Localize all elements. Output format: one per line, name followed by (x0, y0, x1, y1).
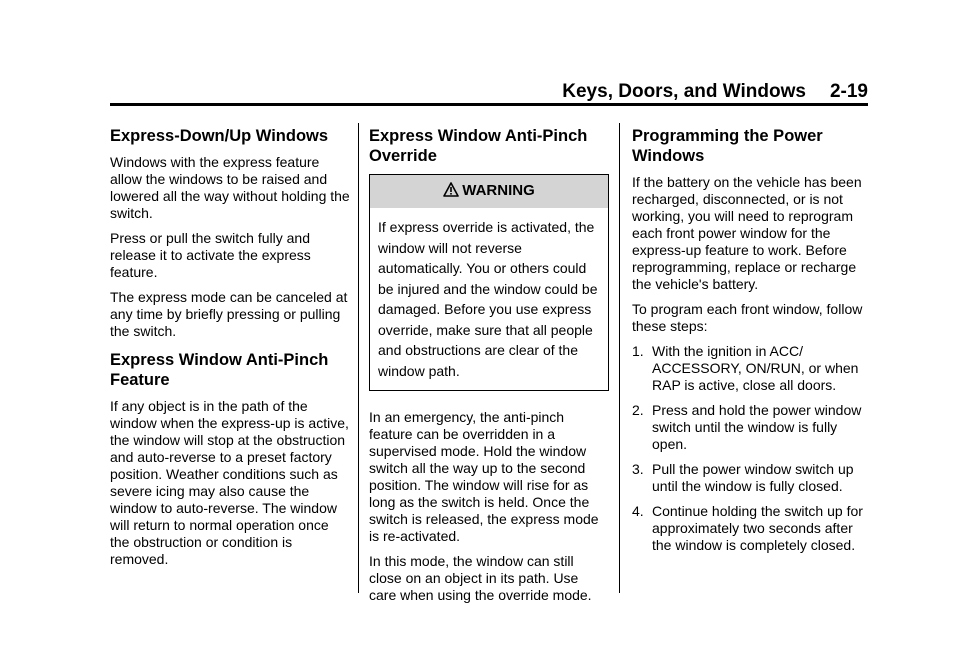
list-item (632, 402, 868, 453)
heading-anti-pinch-override: Express Window Anti-Pinch Override (369, 127, 588, 165)
paragraph: To program each front window, follow these steps: (632, 301, 863, 334)
paragraph: In an emergency, the anti-pinch feature can be overridden in a supervised mode. Hold the window switch all the way up to the second position. The window will rise for as long as the switch is held. Once the switch is released, the express mode is re-activated. (369, 409, 599, 544)
step-number: 2. (632, 402, 644, 418)
paragraph: If any object is in the path of the window when the express-up is active, the window will stop at the obstruction and auto-reverse to a preset factory position. Weather conditions such as severe icing may also cause the window to auto-reverse. The window will return to normal operation once the obstruction or condition is removed. (110, 398, 349, 567)
column-divider-2 (619, 123, 620, 593)
column-divider-1 (358, 123, 359, 593)
page-number: 2-19 (829, 81, 868, 102)
heading-anti-pinch-feature: Express Window Anti-Pinch Feature (110, 351, 329, 389)
heading-express-down-up: Express-Down/Up Windows (110, 127, 329, 145)
paragraph: In this mode, the window can still close on an object in its path. Use care when using the override mode. (369, 553, 592, 603)
step-text: Press and hold the power window switch until the window is fully open. (652, 402, 862, 452)
paragraph: If the battery on the vehicle has been recharged, disconnected, or is not working, you will need to reprogram each front power window for the express-up feature to work. Before reprogramming, replace or recharge the vehicle's battery. (632, 174, 862, 292)
step-text: With the ignition in ACC/ ACCESSORY, ON/RUN, or when RAP is active, close all doors. (652, 343, 859, 393)
column-2 (369, 126, 609, 612)
warning-header (370, 175, 608, 208)
warning-text: If express override is activated, the window will not reverse automatically. You or others could be injured and the window could be damaged. Before you use express override, make sure that all people and obstructions are clear of the window path. (378, 219, 598, 379)
step-text: Continue holding the switch up for approximately two seconds after the window is completely closed. (652, 503, 863, 553)
step-number: 1. (632, 343, 644, 359)
paragraph: Press or pull the switch fully and release it to activate the express feature. (110, 230, 311, 280)
step-number: 4. (632, 503, 644, 519)
paragraph: Windows with the express feature allow the windows to be raised and lowered all the way without holding the switch. (110, 154, 350, 221)
warning-triangle-icon (443, 182, 459, 197)
column-3 (632, 126, 868, 562)
steps-list (632, 343, 868, 554)
page-header (110, 80, 868, 104)
step-text: Pull the power window switch up until the window is fully closed. (652, 461, 854, 494)
column-1 (110, 126, 350, 576)
header-rule (110, 103, 868, 106)
warning-box (369, 174, 609, 391)
list-item (632, 503, 868, 554)
heading-programming-power-windows: Programming the Power Windows (632, 127, 823, 165)
warning-title: WARNING (462, 182, 535, 199)
step-number: 3. (632, 461, 644, 477)
section-title: Keys, Doors, and Windows (562, 81, 806, 102)
list-item (632, 343, 868, 394)
paragraph: The express mode can be canceled at any time by briefly pressing or pulling the switch. (110, 289, 348, 339)
list-item (632, 461, 868, 495)
